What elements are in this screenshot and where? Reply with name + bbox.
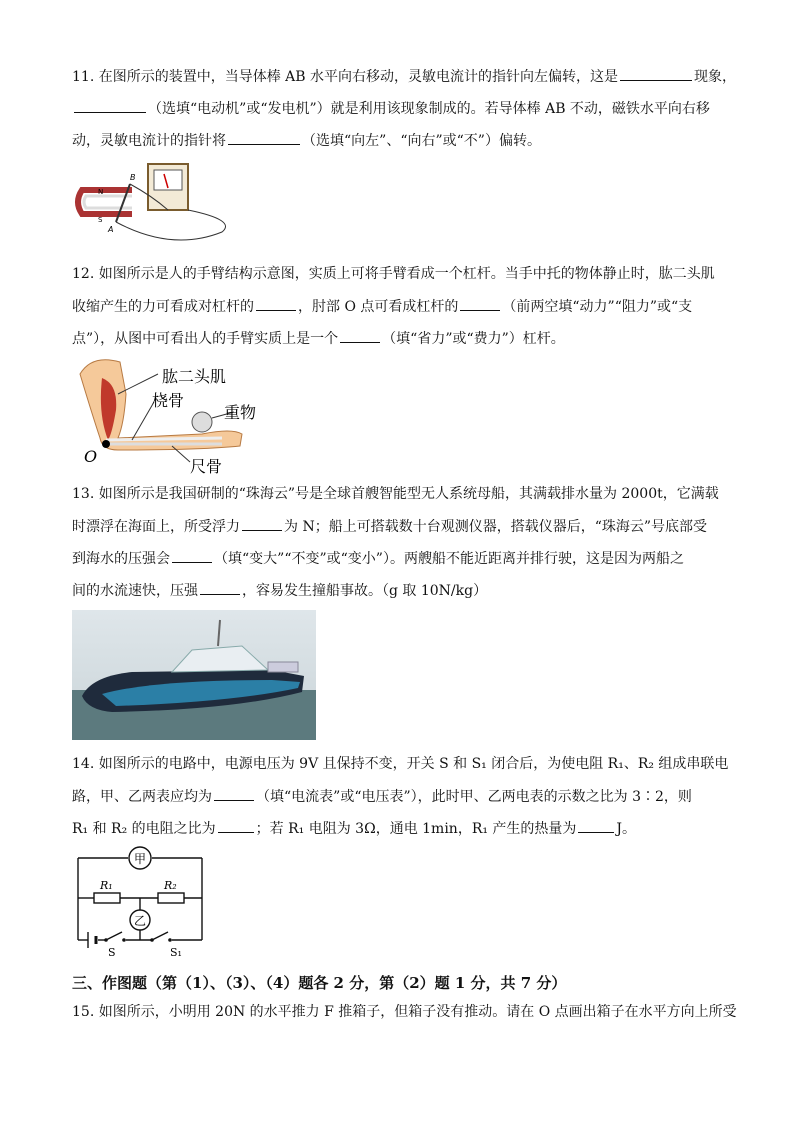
point-a-label: A: [108, 225, 114, 234]
switch-s-icon: [104, 938, 108, 942]
q13-line4: [72, 580, 487, 601]
section-3-heading: 三、作图题（第（1）、（3）、（4）题各 2 分，第（2）题 1 分，共 7 分）: [72, 974, 567, 992]
q14-line1: [72, 754, 728, 774]
q15-text-1: 15. 如图所示，小明用 20N 的水平推力 F 推箱子，但箱子没有推动。请在 O 点画出箱子在水平方向上所受: [72, 1004, 737, 1020]
q12-text-1: 12. 如图所示是人的手臂结构示意图，实质上可将手臂看成一个杠杆。当手中托的物体静止时，肱二头肌: [72, 266, 715, 282]
q14-text-3b: ；若 R₁ 电阻为 3Ω，通电 1min，R₁ 产生的热量为: [255, 821, 577, 837]
q14-text-3c: J。: [616, 821, 637, 837]
point-b-label: B: [130, 173, 136, 182]
weight-ball-icon: [192, 412, 212, 432]
q13-text-4b: ，容易发生撞船事故。（g 取 10N/kg）: [242, 583, 488, 599]
q11-text-1: 11. 在图所示的装置中，当导体棒 AB 水平向右移动，灵敏电流计的指针向左偏转，这是: [72, 69, 619, 85]
q11-blank-1[interactable]: [620, 66, 692, 81]
q11-line3: [72, 130, 541, 151]
switch-s1-icon: [150, 938, 154, 942]
circuit-wire: [116, 210, 226, 240]
q12-blank-3[interactable]: [340, 328, 380, 343]
q13-text-3a: 到海水的压强会: [72, 551, 170, 567]
q14-blank-3[interactable]: [578, 818, 614, 833]
q11-blank-3[interactable]: [228, 130, 300, 145]
q13-text-2a: 时漂浮在海面上，所受浮力: [72, 519, 240, 535]
resistor-r1-icon: [94, 893, 120, 903]
q11-text-2: （选填“电动机”或“发电机”）就是利用该现象制成的。若导体棒 AB 不动，磁铁水平向右移: [148, 101, 710, 117]
q15-line1: [72, 1002, 737, 1022]
q14-line2: [72, 786, 692, 807]
switch-s1-label: S₁: [170, 946, 182, 958]
q13-text-1: 13. 如图所示是我国研制的“珠海云”号是全球首艘智能型无人系统母船，其满载排水量为 2000t，它满载: [72, 486, 719, 502]
q14-blank-1[interactable]: [214, 786, 254, 801]
r2-label: R₂: [164, 879, 177, 892]
circuit-diagram: [72, 846, 208, 958]
q12-text-2c: （前两空填“动力”“阻力”或“支: [502, 299, 693, 315]
resistor-r2-icon: [158, 893, 184, 903]
q12-blank-2[interactable]: [460, 296, 500, 311]
radius-label: 桡骨: [152, 391, 185, 410]
q11-text-3a: 动，灵敏电流计的指针将: [72, 133, 226, 149]
q13-blank-1[interactable]: [242, 516, 282, 531]
pivot-point-o: [102, 440, 110, 448]
q11-text-3b: （选填“向左”、“向右”或“不”）偏转。: [302, 133, 541, 149]
q11-line2: [72, 98, 710, 119]
north-pole-label: N: [98, 188, 104, 196]
switch-s-label: S: [108, 946, 116, 958]
q12-line2: [72, 296, 692, 317]
q14-text-3a: R₁ 和 R₂ 的电阻之比为: [72, 821, 216, 837]
q14-blank-2[interactable]: [218, 818, 254, 833]
q14-text-2b: （填“电流表”或“电压表”），此时甲、乙两电表的示数之比为 3∶2，则: [256, 789, 692, 805]
q12-line1: [72, 264, 715, 284]
q13-text-4a: 间的水流速快，压强: [72, 583, 198, 599]
pivot-o-label: O: [84, 447, 98, 466]
ulna-label: 尺骨: [190, 457, 223, 476]
q13-blank-2[interactable]: [172, 548, 212, 563]
meter-yi-label: 乙: [134, 914, 147, 928]
q12-text-3a: 点”），从图中可看出人的手臂实质上是一个: [72, 331, 339, 347]
generator-figure: [72, 160, 232, 250]
q13-blank-3[interactable]: [200, 580, 240, 595]
q12-blank-1[interactable]: [256, 296, 296, 311]
q11-line1: [72, 66, 736, 87]
q14-text-1: 14. 如图所示的电路中，电源电压为 9V 且保持不变，开关 S 和 S₁ 闭合后，为使电阻 R₁、R₂ 组成串联电: [72, 756, 729, 772]
q13-text-3b: （填“变大”“不变”或“变小”）。两艘船不能近距离并排行驶，这是因为两船之: [214, 551, 684, 567]
q11-blank-2[interactable]: [74, 98, 146, 113]
q13-line3: [72, 548, 684, 569]
meter-jia-label: 甲: [134, 852, 147, 866]
radius-bone: [106, 438, 222, 440]
q12-text-2a: 收缩产生的力可看成对杠杆的: [72, 299, 254, 315]
south-pole-label: S: [98, 216, 103, 224]
q11-text-1b: 现象，: [694, 69, 737, 85]
q12-text-3b: （填“省力”或“费力”）杠杆。: [382, 331, 565, 347]
weight-label: 重物: [224, 403, 257, 422]
q12-line3: [72, 328, 565, 349]
arm-lever-figure: [72, 354, 292, 478]
q14-line3: [72, 818, 636, 839]
q12-text-2b: ，肘部 O 点可看成杠杆的: [298, 299, 459, 315]
muscle-label: 肱二头肌: [162, 367, 227, 386]
q13-line1: [72, 484, 719, 504]
r1-label: R₁: [100, 879, 113, 892]
q14-text-2a: 路，甲、乙两表应均为: [72, 789, 212, 805]
q13-line2: [72, 516, 707, 537]
q13-text-2b: 为 N；船上可搭载数十台观测仪器，搭载仪器后，“珠海云”号底部受: [284, 519, 708, 535]
ship-photo: [72, 610, 316, 740]
